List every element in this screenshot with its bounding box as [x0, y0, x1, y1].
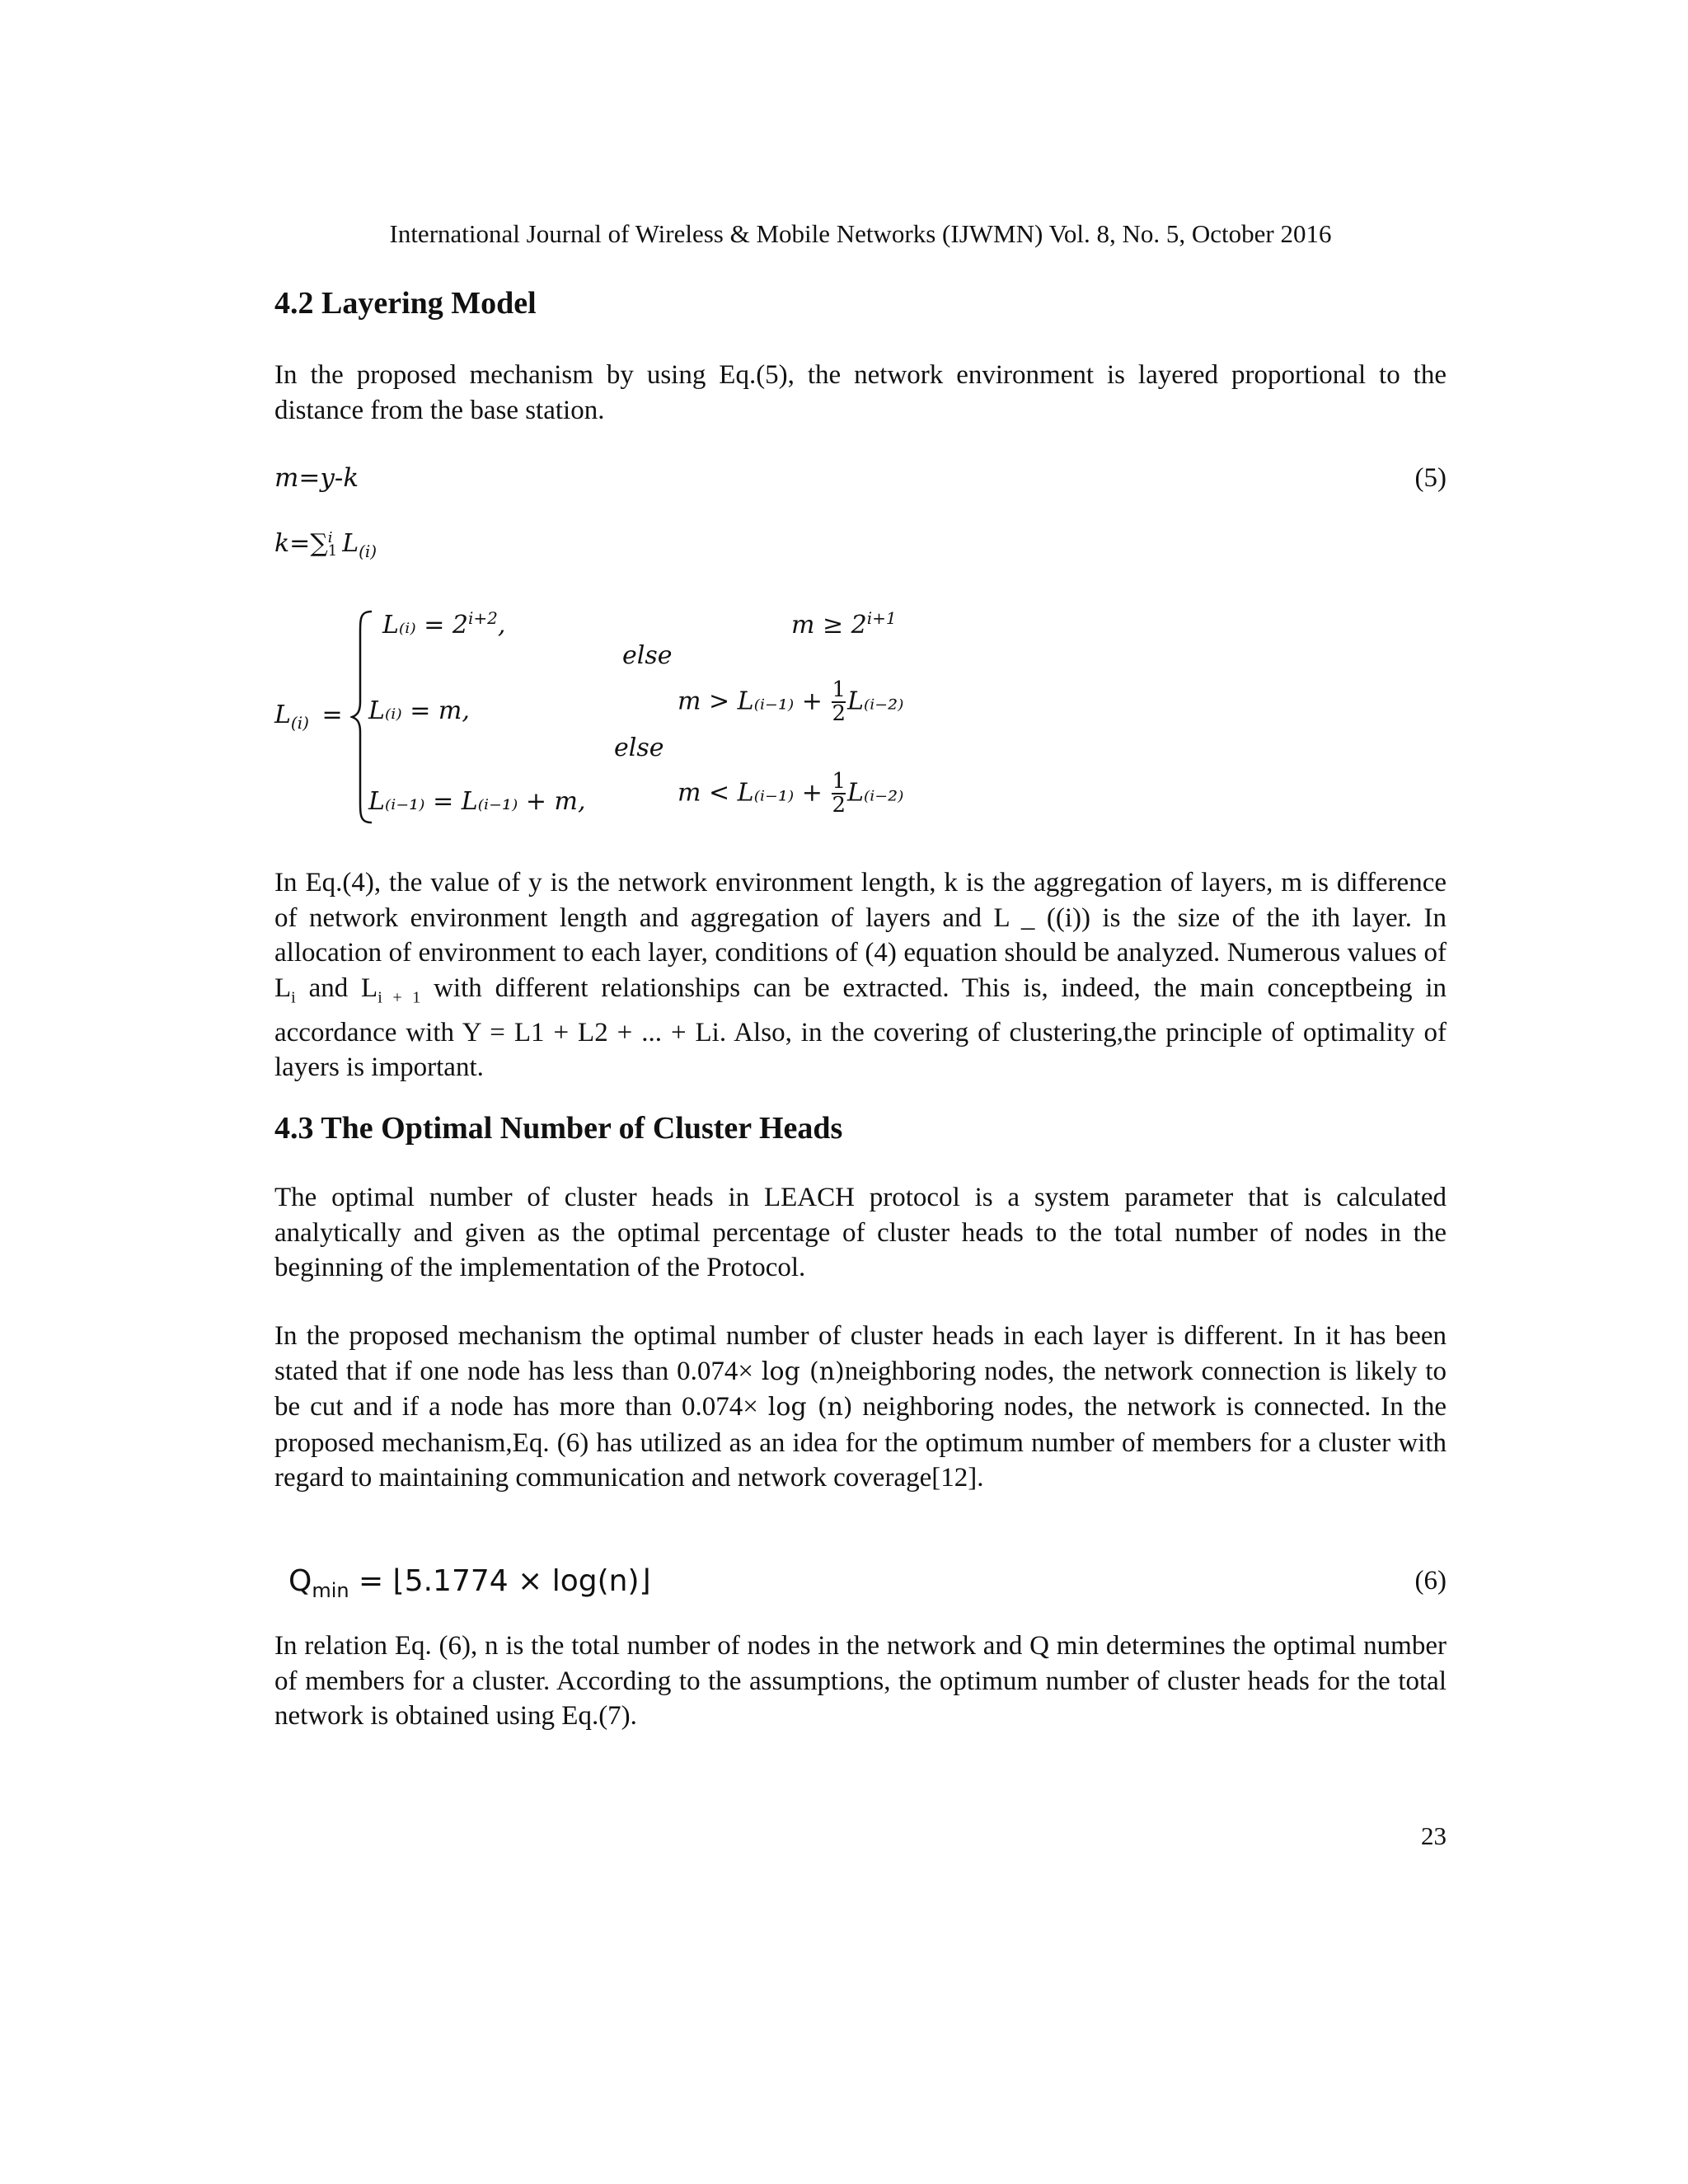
paragraph-leach-text: The optimal number of cluster heads in LEACH protocol is a system parameter that is calculated analytically and given as the optimal percentage of cluster heads to the total number of nodes in the beginning of the implementation of the Protocol. [274, 1183, 1447, 1282]
paragraph-intro-text: In the proposed mechanism by using Eq.(5), the network environment is layered proportional to the distance from the base station. [274, 360, 1447, 425]
row2-cond-text: m > L₍ᵢ₋₁₎ + [678, 687, 823, 716]
piecewise-row1-expr [382, 608, 505, 640]
piecewise-lhs-sub: (i) [290, 713, 309, 733]
row1-expr-tail: , [497, 611, 506, 640]
page-number: 23 [1421, 1821, 1447, 1850]
paragraph-explanation [274, 865, 1447, 1085]
piecewise-equals: = [321, 701, 343, 729]
equation-6-number: (6) [1414, 1566, 1447, 1596]
piecewise-else-2: else [614, 733, 664, 762]
k-term: L [342, 529, 359, 558]
log-n-1: log (n) [761, 1357, 845, 1386]
paragraph-relation [274, 1629, 1447, 1734]
row1-cond-text: m ≥ 2 [791, 611, 867, 640]
equation-6 [288, 1564, 651, 1602]
section-heading-4-3: 4.3 The Optimal Number of Cluster Heads [274, 1111, 843, 1146]
running-header: International Journal of Wireless & Mobile Networks (IJWMN) Vol. 8, No. 5, October 2016 [389, 219, 1332, 248]
k-definition [274, 529, 377, 561]
row3-fraction [832, 771, 846, 818]
piecewise-row1-cond [791, 608, 897, 640]
row3-frac-num: 1 [832, 769, 846, 794]
eq6-rhs: = ⌊5.1774 × log(n)⌋ [349, 1564, 651, 1598]
equation-5: m=y-k [274, 463, 359, 493]
mechanism-text-3: neighboring nodes, the network is connected. In the proposed mechanism,Eq. (6) has utilized as an idea for the optimum number of members for a cluster with regard to maintaining communication and network coverage[12]. [274, 1392, 1447, 1493]
row1-expr-sup: i+2 [468, 608, 498, 628]
paragraph-explanation-text [274, 865, 1447, 1085]
mechanism-text-2: neighboring nodes, the network connection is likely to be cut and if a node has more than 0.074× [274, 1356, 1447, 1422]
piecewise-lhs-L: L [274, 701, 291, 729]
row1-cond-sup: i+1 [866, 608, 897, 628]
paragraph-leach [274, 1180, 1447, 1286]
row2-fraction [832, 679, 846, 726]
paragraph-mechanism [274, 1319, 1447, 1496]
explanation-sub-i1: i + 1 [377, 988, 421, 1007]
k-sum-upper: i [327, 528, 333, 546]
paragraph-mechanism-text [274, 1319, 1447, 1496]
row3-cond-tail: L₍ᵢ₋₂₎ [846, 778, 904, 808]
piecewise-row2-expr: L₍ᵢ₎ = m, [368, 696, 470, 725]
piecewise-row2-cond [678, 679, 904, 726]
k-sum-lower: 1 [327, 542, 338, 560]
paragraph-intro [274, 358, 1447, 428]
equation-5-number: (5) [1414, 463, 1447, 493]
piecewise-row3-cond [678, 771, 904, 818]
row3-cond-text: m < L₍ᵢ₋₁₎ + [678, 778, 823, 808]
eq6-q: Q [288, 1564, 312, 1598]
piecewise-else-1: else [622, 641, 673, 670]
explanation-text-3: with different relationships can be extracted. This is, indeed, the main conceptbeing in accordance with Y = L1 + L2 + ... + Li. Also, in the covering of clustering,the principle of optimality of layers is important. [274, 972, 1447, 1083]
row2-frac-num: 1 [832, 677, 846, 702]
explanation-text-2: and L [295, 972, 378, 1003]
mechanism-text-1: In the proposed mechanism the optimal number of cluster heads in each layer is different. In it has been stated that if one node has less than 0.074× [274, 1321, 1447, 1386]
eq6-sub: min [312, 1579, 349, 1603]
k-def-sum: k=∑ [274, 529, 328, 558]
row2-cond-tail: L₍ᵢ₋₂₎ [846, 687, 904, 716]
row3-frac-den: 2 [832, 793, 846, 818]
k-term-sub: (i) [359, 541, 377, 561]
row2-frac-den: 2 [832, 701, 846, 727]
section-heading-4-2: 4.2 Layering Model [274, 286, 537, 321]
piecewise-lhs [274, 701, 343, 733]
row1-expr-text: L₍ᵢ₎ = 2 [382, 611, 468, 640]
paragraph-relation-text: In relation Eq. (6), n is the total number of nodes in the network and Q min determines the optimal number of members for a cluster. According to the assumptions, the optimum number of cluster heads for the total network is obtained using Eq.(7). [274, 1631, 1447, 1731]
piecewise-row3-expr: L₍ᵢ₋₁₎ = L₍ᵢ₋₁₎ + m, [368, 787, 586, 816]
log-n-2: log (n) [767, 1393, 853, 1422]
explanation-sub-i: i [291, 988, 296, 1007]
explanation-text-1: In Eq.(4), the value of y is the network environment length, k is the aggregation of layers, m is difference of network environment length and aggregation of layers and L _ ((i)) is the size of the ith layer. In allocation of environment to each layer, conditions of (4) equation should be analyzed. Numerous values of L [274, 868, 1447, 1003]
